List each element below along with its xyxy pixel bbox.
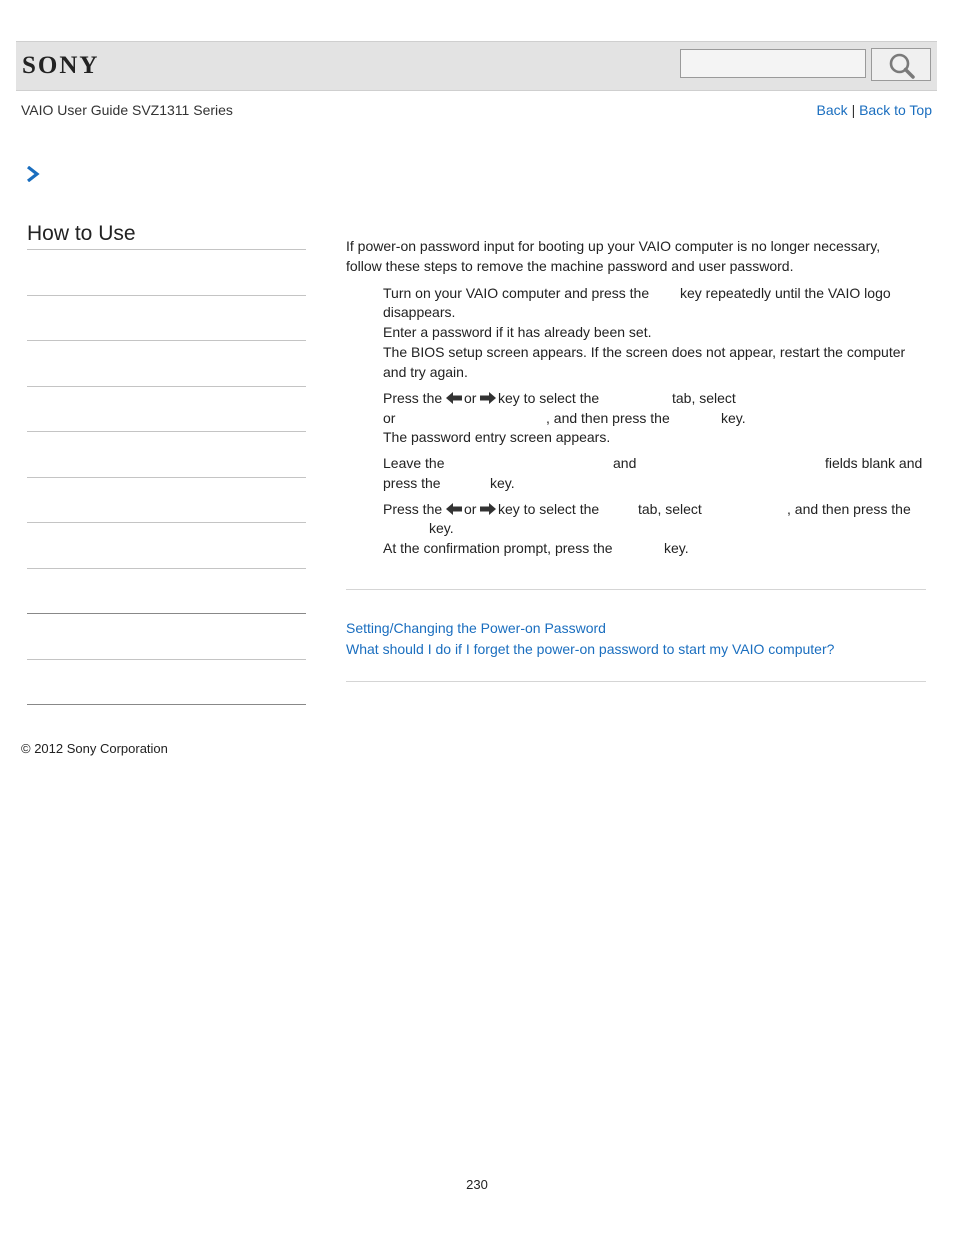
step1-text: key repeatedly until the VAIO logo [680,285,891,301]
back-to-top-link[interactable]: Back to Top [859,102,932,118]
right-arrow-icon [480,392,496,404]
sidebar-item[interactable] [27,431,306,432]
sidebar-item[interactable] [27,659,306,660]
related-link-setting-password[interactable]: Setting/Changing the Power-on Password [346,620,606,636]
step2-text: Press the [383,390,443,406]
back-link[interactable]: Back [816,102,848,118]
step2-text: or [464,390,477,406]
page-number: 230 [466,1177,488,1192]
magnifier-icon [888,52,916,80]
step3-text: Leave the [383,455,445,471]
search-input[interactable] [680,49,866,78]
step1-text: The BIOS setup screen appears. If the screen does not appear, restart the computer [383,344,906,360]
step4-text: Press the [383,501,443,517]
intro-line: follow these steps to remove the machine password and user password. [346,258,794,274]
step4-text: tab, select [638,501,702,517]
copyright: © 2012 Sony Corporation [21,741,168,756]
step4-text: or [464,501,477,517]
related-link-forgot-password[interactable]: What should I do if I forget the power-on password to start my VAIO computer? [346,641,835,657]
step2-text: key to select the [498,390,600,406]
step3-text: key. [490,475,515,491]
intro-paragraph [346,236,926,276]
step4-text: , and then press the [787,501,911,517]
search-button[interactable] [871,48,931,81]
step4-text: key. [664,540,689,556]
sidebar-item[interactable] [27,613,306,614]
step3-text: press the [383,475,441,491]
divider [346,589,926,590]
divider [346,681,926,682]
step2-text: or [383,410,396,426]
step2-text: tab, select [672,390,736,406]
sidebar-item[interactable] [27,522,306,523]
guide-title: VAIO User Guide SVZ1311 Series [21,102,233,118]
step4-text: key to select the [498,501,600,517]
chevron-right-icon[interactable] [26,166,40,182]
step4-text: At the confirmation prompt, press the [383,540,613,556]
header-bar [16,41,937,91]
sidebar-item[interactable] [27,340,306,341]
sidebar-item[interactable] [27,704,306,705]
sidebar-item[interactable] [27,295,306,296]
step2-text: key. [721,410,746,426]
sidebar-item[interactable] [27,568,306,569]
step4-text: key. [429,520,454,536]
top-nav [817,102,932,118]
left-arrow-icon [446,503,462,515]
sidebar-item[interactable] [27,386,306,387]
step1-text: and try again. [383,364,468,380]
step1-text: disappears. [383,304,456,320]
intro-line: If power-on password input for booting up your VAIO computer is no longer necessary, [346,238,881,254]
right-arrow-icon [480,503,496,515]
step1-text: Turn on your VAIO computer and press the [383,285,650,301]
sidebar-divider [27,249,306,250]
sony-logo[interactable]: SONY [22,52,100,79]
step1-text: Enter a password if it has already been set. [383,324,652,340]
left-arrow-icon [446,392,462,404]
sidebar-item[interactable] [27,477,306,478]
sidebar-heading: How to Use [27,222,136,245]
step3-text: and [613,455,637,471]
nav-separator: | [851,102,856,118]
step2-text: The password entry screen appears. [383,429,611,445]
step2-text: , and then press the [546,410,670,426]
step3-text: fields blank and [825,455,923,471]
